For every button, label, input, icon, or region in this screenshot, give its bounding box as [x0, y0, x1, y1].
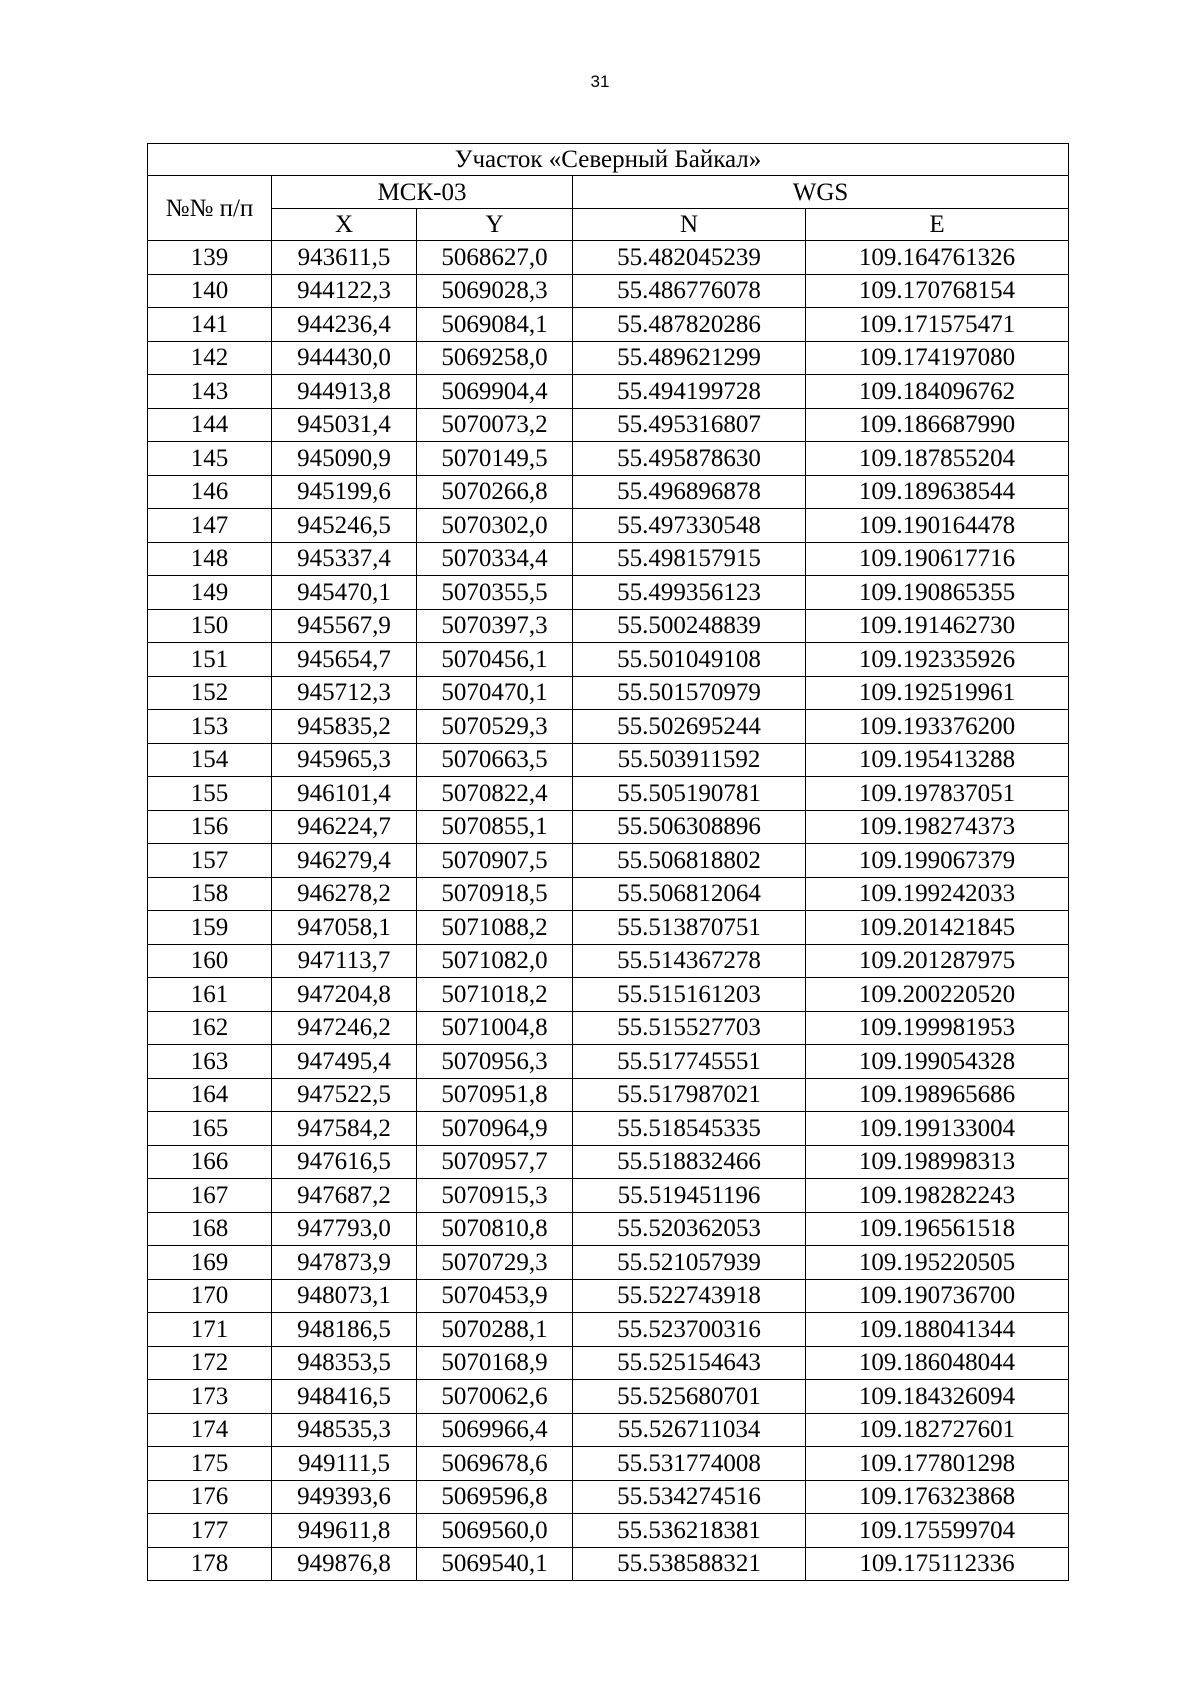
cell-e: 109.199981953 [806, 1011, 1069, 1045]
cell-x: 947584,2 [272, 1112, 417, 1146]
table-row [148, 1313, 1069, 1347]
cell-y: 5068627,0 [417, 241, 573, 275]
cell-y: 5070529,3 [417, 710, 573, 744]
cell-e: 109.199242033 [806, 877, 1069, 911]
cell-y: 5070302,0 [417, 509, 573, 543]
cell-e: 109.171575471 [806, 308, 1069, 342]
cell-number: 176 [148, 1480, 272, 1514]
cell-y: 5071082,0 [417, 944, 573, 978]
cell-y: 5070288,1 [417, 1313, 573, 1347]
column-header-number: №№ п/п [148, 176, 272, 241]
table-row [148, 844, 1069, 878]
cell-number: 159 [148, 911, 272, 945]
cell-y: 5069028,3 [417, 274, 573, 308]
cell-e: 109.193376200 [806, 710, 1069, 744]
cell-e: 109.191462730 [806, 609, 1069, 643]
cell-x: 947113,7 [272, 944, 417, 978]
cell-x: 946224,7 [272, 810, 417, 844]
cell-number: 172 [148, 1346, 272, 1380]
table-row [148, 643, 1069, 677]
cell-n: 55.501049108 [573, 643, 806, 677]
table-row [148, 1078, 1069, 1112]
table-row [148, 1447, 1069, 1481]
cell-n: 55.517987021 [573, 1078, 806, 1112]
cell-x: 945090,9 [272, 442, 417, 476]
table-row [148, 810, 1069, 844]
cell-x: 948186,5 [272, 1313, 417, 1347]
cell-number: 174 [148, 1413, 272, 1447]
cell-e: 109.196561518 [806, 1212, 1069, 1246]
cell-x: 945246,5 [272, 509, 417, 543]
cell-number: 161 [148, 978, 272, 1012]
table-row [148, 1112, 1069, 1146]
cell-n: 55.495316807 [573, 408, 806, 442]
table-row [148, 576, 1069, 610]
table-row [148, 241, 1069, 275]
cell-e: 109.201287975 [806, 944, 1069, 978]
cell-y: 5070470,1 [417, 676, 573, 710]
cell-e: 109.199133004 [806, 1112, 1069, 1146]
table-row [148, 743, 1069, 777]
cell-n: 55.498157915 [573, 542, 806, 576]
cell-y: 5070822,4 [417, 777, 573, 811]
cell-n: 55.517745551 [573, 1045, 806, 1079]
table-row [148, 1413, 1069, 1447]
table-row [148, 1279, 1069, 1313]
cell-number: 155 [148, 777, 272, 811]
table-row [148, 1514, 1069, 1548]
cell-number: 160 [148, 944, 272, 978]
cell-number: 144 [148, 408, 272, 442]
cell-e: 109.198998313 [806, 1145, 1069, 1179]
cell-n: 55.487820286 [573, 308, 806, 342]
cell-x: 945835,2 [272, 710, 417, 744]
cell-x: 945712,3 [272, 676, 417, 710]
column-group-wgs: WGS [573, 176, 1069, 209]
cell-e: 109.195220505 [806, 1246, 1069, 1280]
table-row [148, 609, 1069, 643]
cell-number: 151 [148, 643, 272, 677]
cell-x: 948073,1 [272, 1279, 417, 1313]
cell-x: 947204,8 [272, 978, 417, 1012]
cell-number: 178 [148, 1547, 272, 1581]
table-row [148, 710, 1069, 744]
cell-e: 109.176323868 [806, 1480, 1069, 1514]
cell-e: 109.189638544 [806, 475, 1069, 509]
cell-e: 109.174197080 [806, 341, 1069, 375]
cell-y: 5069084,1 [417, 308, 573, 342]
cell-number: 175 [148, 1447, 272, 1481]
cell-n: 55.518832466 [573, 1145, 806, 1179]
cell-e: 109.190865355 [806, 576, 1069, 610]
page-number: 31 [590, 72, 610, 91]
cell-y: 5070168,9 [417, 1346, 573, 1380]
cell-number: 148 [148, 542, 272, 576]
cell-x: 948535,3 [272, 1413, 417, 1447]
cell-n: 55.531774008 [573, 1447, 806, 1481]
table-row [148, 777, 1069, 811]
cell-y: 5070964,9 [417, 1112, 573, 1146]
cell-y: 5069560,0 [417, 1514, 573, 1548]
column-header-n: N [573, 209, 806, 241]
cell-y: 5070951,8 [417, 1078, 573, 1112]
table-row [148, 1346, 1069, 1380]
cell-number: 165 [148, 1112, 272, 1146]
table-row [148, 1011, 1069, 1045]
table-row [148, 1480, 1069, 1514]
cell-n: 55.525154643 [573, 1346, 806, 1380]
cell-x: 947687,2 [272, 1179, 417, 1213]
cell-n: 55.499356123 [573, 576, 806, 610]
cell-n: 55.514367278 [573, 944, 806, 978]
cell-n: 55.497330548 [573, 509, 806, 543]
cell-y: 5070729,3 [417, 1246, 573, 1280]
table-row [148, 978, 1069, 1012]
cell-y: 5070453,9 [417, 1279, 573, 1313]
cell-y: 5070266,8 [417, 475, 573, 509]
cell-e: 109.190617716 [806, 542, 1069, 576]
cell-number: 162 [148, 1011, 272, 1045]
coordinates-table [147, 143, 1069, 1581]
cell-number: 157 [148, 844, 272, 878]
cell-x: 947495,4 [272, 1045, 417, 1079]
table-row [148, 542, 1069, 576]
cell-y: 5070355,5 [417, 576, 573, 610]
cell-n: 55.526711034 [573, 1413, 806, 1447]
cell-number: 156 [148, 810, 272, 844]
cell-e: 109.198282243 [806, 1179, 1069, 1213]
cell-x: 947793,0 [272, 1212, 417, 1246]
table-row [148, 308, 1069, 342]
cell-n: 55.506812064 [573, 877, 806, 911]
cell-number: 139 [148, 241, 272, 275]
cell-n: 55.494199728 [573, 375, 806, 409]
table-row [148, 1246, 1069, 1280]
column-header-x: X [272, 209, 417, 241]
cell-n: 55.534274516 [573, 1480, 806, 1514]
table-row [148, 1179, 1069, 1213]
table-row [148, 1212, 1069, 1246]
table-row [148, 341, 1069, 375]
cell-number: 170 [148, 1279, 272, 1313]
cell-y: 5069596,8 [417, 1480, 573, 1514]
cell-n: 55.519451196 [573, 1179, 806, 1213]
table-row [148, 1547, 1069, 1581]
cell-n: 55.536218381 [573, 1514, 806, 1548]
cell-e: 109.184326094 [806, 1380, 1069, 1414]
cell-x: 947246,2 [272, 1011, 417, 1045]
cell-n: 55.501570979 [573, 676, 806, 710]
cell-n: 55.496896878 [573, 475, 806, 509]
table-row [148, 375, 1069, 409]
cell-number: 177 [148, 1514, 272, 1548]
cell-number: 141 [148, 308, 272, 342]
cell-e: 109.175112336 [806, 1547, 1069, 1581]
cell-y: 5070149,5 [417, 442, 573, 476]
cell-number: 143 [148, 375, 272, 409]
cell-y: 5071018,2 [417, 978, 573, 1012]
cell-x: 947873,9 [272, 1246, 417, 1280]
cell-n: 55.506308896 [573, 810, 806, 844]
cell-e: 109.170768154 [806, 274, 1069, 308]
cell-y: 5070334,4 [417, 542, 573, 576]
cell-n: 55.505190781 [573, 777, 806, 811]
cell-n: 55.523700316 [573, 1313, 806, 1347]
column-group-msk: МСК-03 [272, 176, 573, 209]
cell-e: 109.200220520 [806, 978, 1069, 1012]
cell-e: 109.198274373 [806, 810, 1069, 844]
table-row [148, 1380, 1069, 1414]
table-body [148, 241, 1069, 1581]
cell-e: 109.186687990 [806, 408, 1069, 442]
cell-x: 949393,6 [272, 1480, 417, 1514]
cell-number: 168 [148, 1212, 272, 1246]
cell-y: 5070918,5 [417, 877, 573, 911]
table-row [148, 442, 1069, 476]
cell-e: 109.199067379 [806, 844, 1069, 878]
cell-number: 153 [148, 710, 272, 744]
cell-x: 945337,4 [272, 542, 417, 576]
table-row [148, 877, 1069, 911]
cell-n: 55.522743918 [573, 1279, 806, 1313]
column-header-e: E [806, 209, 1069, 241]
cell-number: 149 [148, 576, 272, 610]
cell-x: 946101,4 [272, 777, 417, 811]
cell-x: 947522,5 [272, 1078, 417, 1112]
cell-x: 943611,5 [272, 241, 417, 275]
cell-e: 109.175599704 [806, 1514, 1069, 1548]
cell-y: 5070073,2 [417, 408, 573, 442]
cell-e: 109.192519961 [806, 676, 1069, 710]
cell-x: 944122,3 [272, 274, 417, 308]
table-row [148, 1045, 1069, 1079]
column-header-y: Y [417, 209, 573, 241]
cell-e: 109.198965686 [806, 1078, 1069, 1112]
cell-number: 146 [148, 475, 272, 509]
cell-number: 145 [148, 442, 272, 476]
cell-e: 109.195413288 [806, 743, 1069, 777]
cell-x: 949611,8 [272, 1514, 417, 1548]
cell-number: 167 [148, 1179, 272, 1213]
cell-x: 947616,5 [272, 1145, 417, 1179]
cell-e: 109.188041344 [806, 1313, 1069, 1347]
cell-e: 109.177801298 [806, 1447, 1069, 1481]
cell-x: 945031,4 [272, 408, 417, 442]
cell-number: 147 [148, 509, 272, 543]
cell-number: 164 [148, 1078, 272, 1112]
cell-e: 109.201421845 [806, 911, 1069, 945]
cell-e: 109.192335926 [806, 643, 1069, 677]
cell-y: 5070397,3 [417, 609, 573, 643]
cell-x: 946279,4 [272, 844, 417, 878]
cell-number: 163 [148, 1045, 272, 1079]
cell-n: 55.489621299 [573, 341, 806, 375]
cell-y: 5069258,0 [417, 341, 573, 375]
cell-x: 944236,4 [272, 308, 417, 342]
cell-y: 5069678,6 [417, 1447, 573, 1481]
table-title: Участок «Северный Байкал» [148, 144, 1069, 176]
table-row [148, 1145, 1069, 1179]
cell-x: 945199,6 [272, 475, 417, 509]
cell-n: 55.506818802 [573, 844, 806, 878]
cell-number: 142 [148, 341, 272, 375]
cell-e: 109.190164478 [806, 509, 1069, 543]
cell-y: 5070456,1 [417, 643, 573, 677]
cell-e: 109.197837051 [806, 777, 1069, 811]
cell-n: 55.525680701 [573, 1380, 806, 1414]
cell-number: 166 [148, 1145, 272, 1179]
cell-n: 55.502695244 [573, 710, 806, 744]
cell-x: 945654,7 [272, 643, 417, 677]
cell-x: 945965,3 [272, 743, 417, 777]
cell-y: 5071088,2 [417, 911, 573, 945]
cell-number: 150 [148, 609, 272, 643]
cell-x: 945567,9 [272, 609, 417, 643]
table-row [148, 274, 1069, 308]
cell-number: 171 [148, 1313, 272, 1347]
table-row [148, 911, 1069, 945]
cell-n: 55.486776078 [573, 274, 806, 308]
cell-n: 55.521057939 [573, 1246, 806, 1280]
cell-x: 947058,1 [272, 911, 417, 945]
cell-y: 5070915,3 [417, 1179, 573, 1213]
cell-x: 948353,5 [272, 1346, 417, 1380]
cell-y: 5070907,5 [417, 844, 573, 878]
cell-n: 55.520362053 [573, 1212, 806, 1246]
cell-y: 5071004,8 [417, 1011, 573, 1045]
cell-y: 5070855,1 [417, 810, 573, 844]
cell-number: 140 [148, 274, 272, 308]
table-row [148, 509, 1069, 543]
cell-y: 5070957,7 [417, 1145, 573, 1179]
cell-number: 173 [148, 1380, 272, 1414]
cell-n: 55.503911592 [573, 743, 806, 777]
cell-e: 109.199054328 [806, 1045, 1069, 1079]
table-row [148, 408, 1069, 442]
cell-x: 949111,5 [272, 1447, 417, 1481]
cell-n: 55.538588321 [573, 1547, 806, 1581]
cell-e: 109.184096762 [806, 375, 1069, 409]
cell-n: 55.495878630 [573, 442, 806, 476]
cell-e: 109.182727601 [806, 1413, 1069, 1447]
cell-x: 945470,1 [272, 576, 417, 610]
cell-n: 55.513870751 [573, 911, 806, 945]
cell-y: 5070663,5 [417, 743, 573, 777]
cell-y: 5069540,1 [417, 1547, 573, 1581]
cell-number: 158 [148, 877, 272, 911]
cell-y: 5070956,3 [417, 1045, 573, 1079]
cell-number: 152 [148, 676, 272, 710]
cell-y: 5070810,8 [417, 1212, 573, 1246]
table-row [148, 475, 1069, 509]
cell-x: 949876,8 [272, 1547, 417, 1581]
cell-e: 109.187855204 [806, 442, 1069, 476]
cell-e: 109.164761326 [806, 241, 1069, 275]
cell-e: 109.186048044 [806, 1346, 1069, 1380]
cell-x: 946278,2 [272, 877, 417, 911]
cell-x: 948416,5 [272, 1380, 417, 1414]
cell-n: 55.500248839 [573, 609, 806, 643]
cell-number: 169 [148, 1246, 272, 1280]
table-row [148, 676, 1069, 710]
cell-n: 55.515161203 [573, 978, 806, 1012]
cell-n: 55.518545335 [573, 1112, 806, 1146]
cell-y: 5070062,6 [417, 1380, 573, 1414]
cell-x: 944430,0 [272, 341, 417, 375]
cell-number: 154 [148, 743, 272, 777]
cell-y: 5069904,4 [417, 375, 573, 409]
cell-x: 944913,8 [272, 375, 417, 409]
cell-e: 109.190736700 [806, 1279, 1069, 1313]
cell-n: 55.515527703 [573, 1011, 806, 1045]
cell-y: 5069966,4 [417, 1413, 573, 1447]
cell-n: 55.482045239 [573, 241, 806, 275]
table-row [148, 944, 1069, 978]
